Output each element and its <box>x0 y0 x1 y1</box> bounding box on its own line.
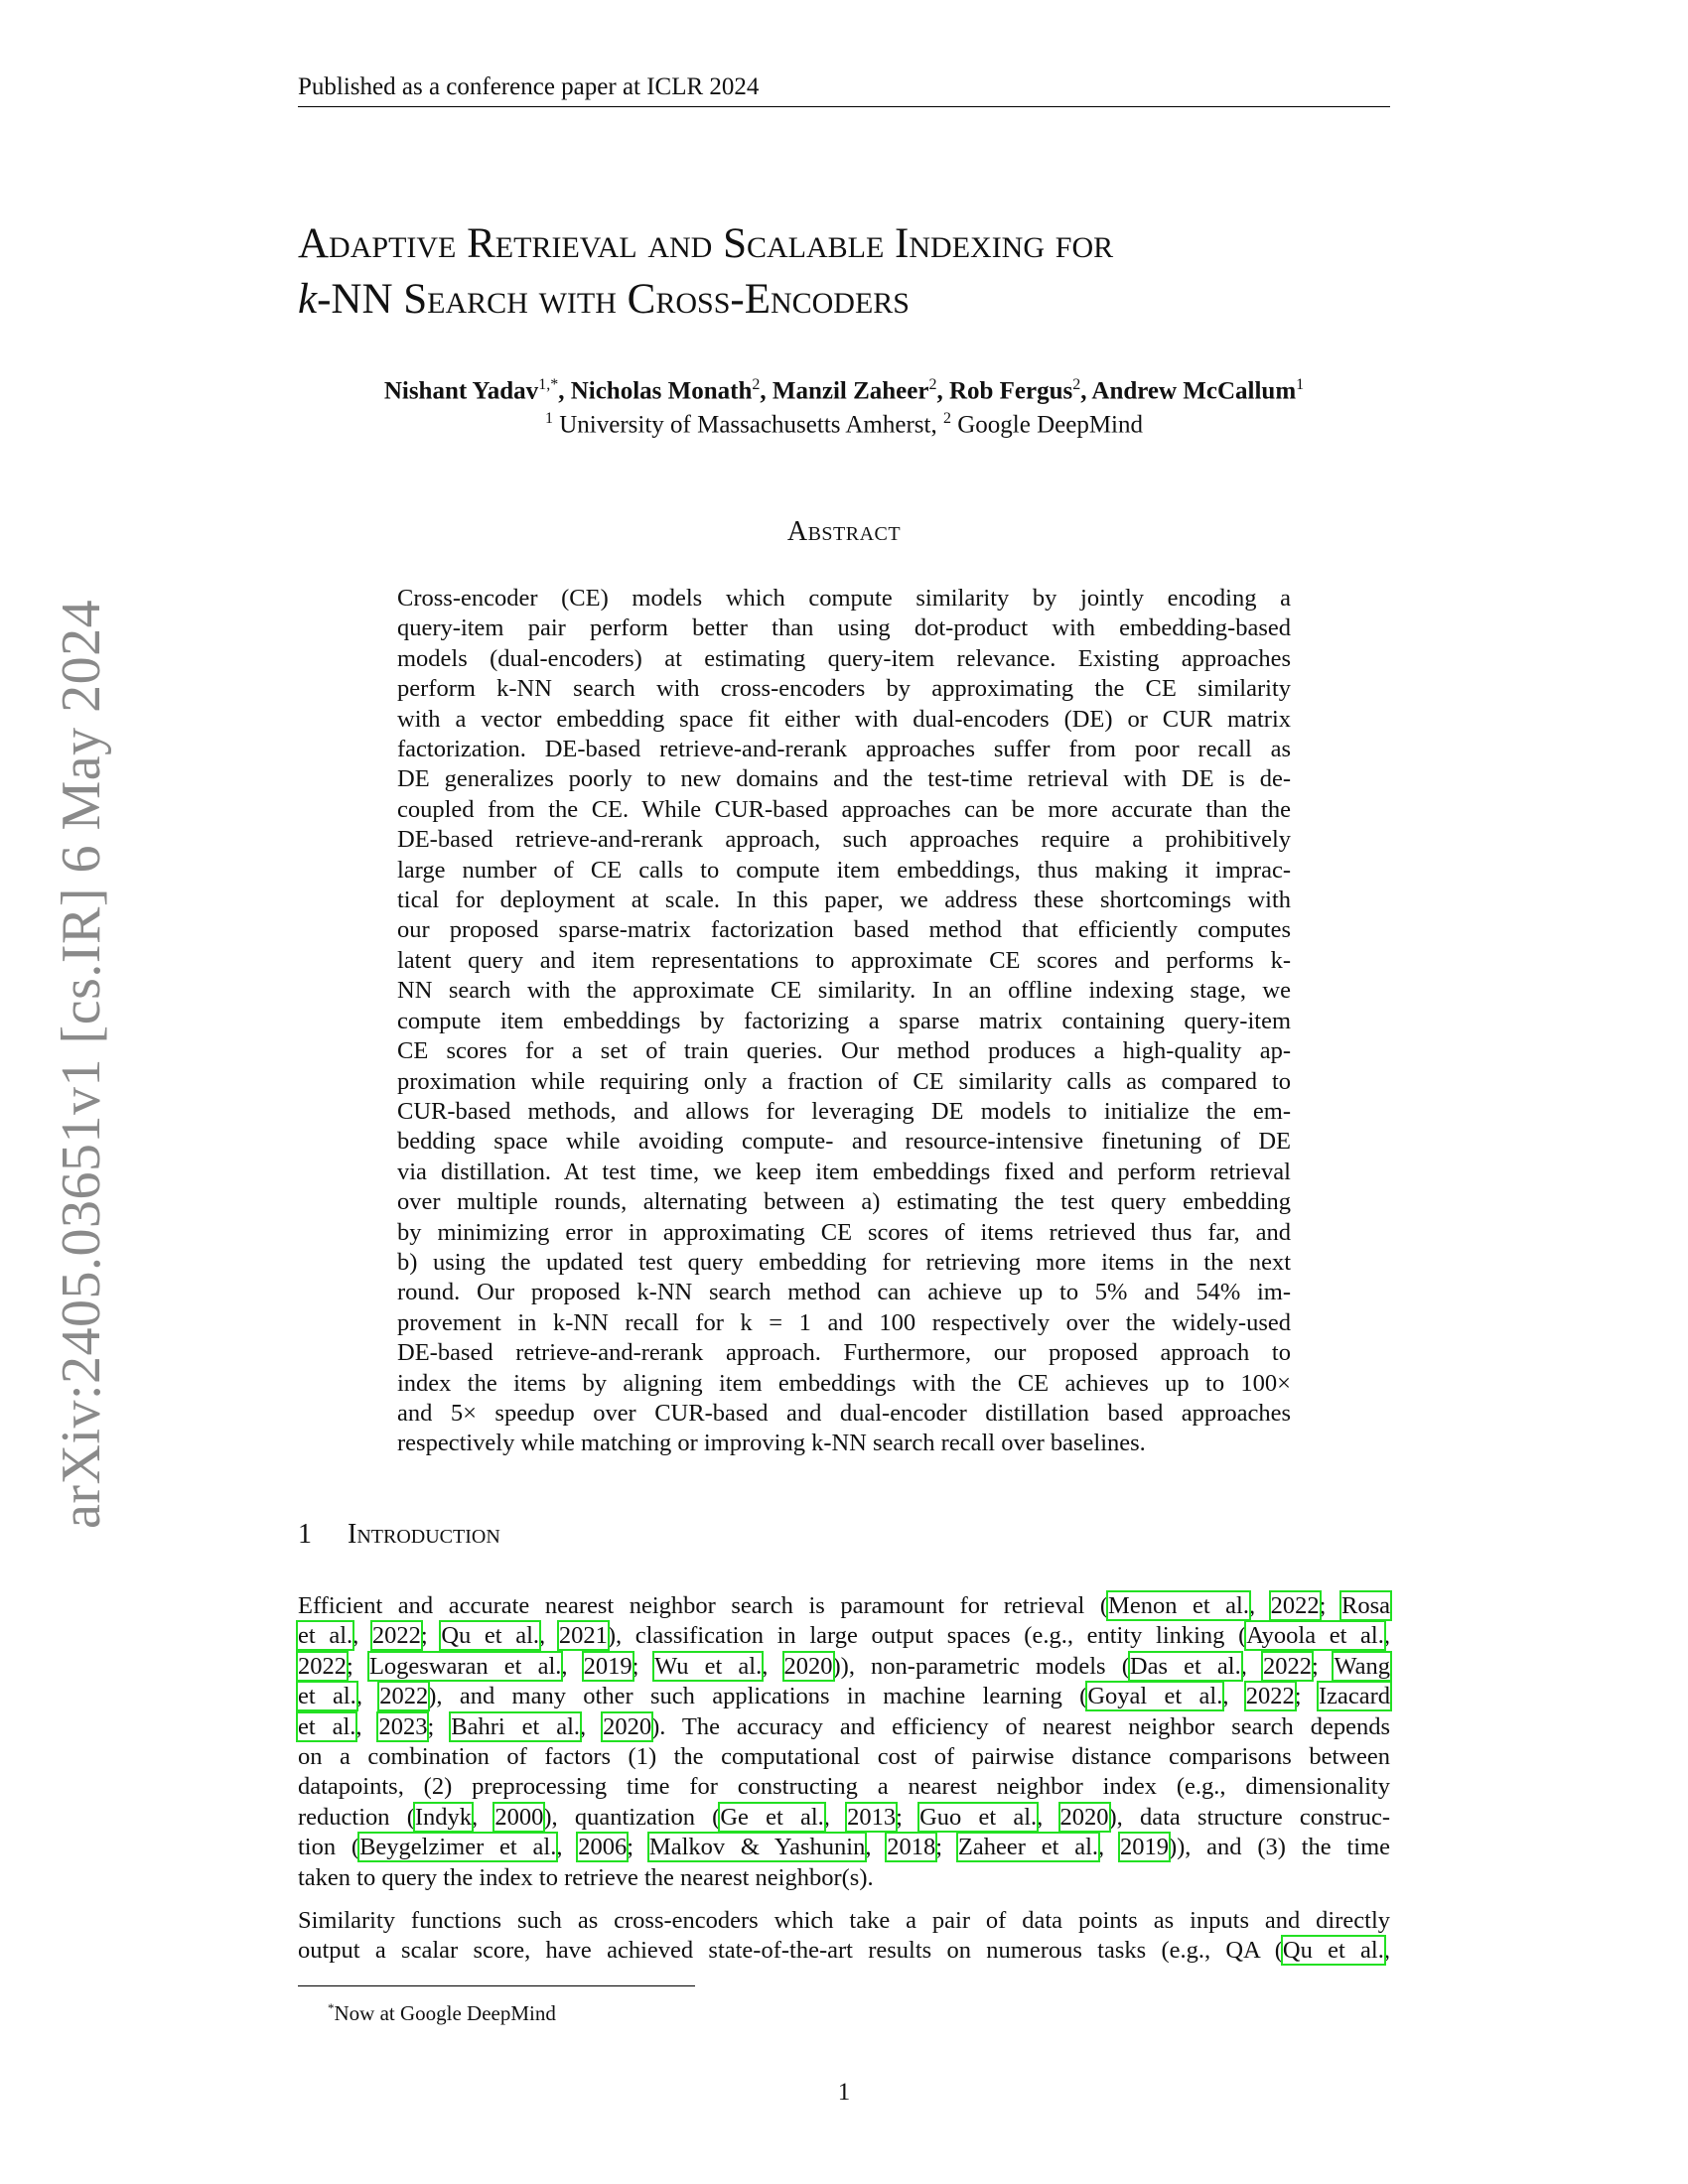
citation-link[interactable]: 2022 <box>379 1683 429 1710</box>
sep: , <box>352 1622 372 1650</box>
sep: ; <box>896 1803 920 1831</box>
citation-link[interactable]: Beygelzimer et al. <box>359 1834 557 1861</box>
section-title: Introduction <box>348 1519 500 1550</box>
citation-link[interactable]: Bahri et al. <box>451 1712 581 1740</box>
citation-link[interactable]: 2006 <box>578 1834 628 1861</box>
text-line <box>298 1712 1390 1742</box>
text-line: taken to query the index to retrieve the nearest neighbor(s). <box>298 1863 874 1891</box>
citation-link[interactable]: 2023 <box>378 1712 428 1740</box>
abstract-line: with a vector embedding space fit either with dual-encoders (DE) or CUR matrix <box>397 705 1291 733</box>
author-list: Nishant Yadav$^{1,*}$, Nicholas Monath$^2$, Manzil Zaheer$^2$, Rob Fergus$^2$, Andrew McCallum$^1$ <box>383 376 1305 405</box>
sep: , <box>762 1652 784 1680</box>
citation-link[interactable]: Qu et al. <box>1282 1937 1384 1965</box>
abstract-line: compute item embeddings by factorizing a sparse matrix containing query-item <box>397 1007 1291 1034</box>
text-line: Similarity functions such as cross-encoders which take a pair of data points as inputs and directly <box>298 1907 1390 1934</box>
affil-sup: 1 <box>544 410 553 427</box>
abstract-line: via distillation. At test time, we keep item embeddings fixed and perform retrieval <box>397 1158 1291 1185</box>
sep: , <box>1037 1803 1060 1831</box>
abstract-line: respectively while matching or improving k-NN search recall over baselines. <box>397 1430 1146 1457</box>
footnote-mark: * <box>328 2000 335 2015</box>
citation-link[interactable]: 2020 <box>603 1712 652 1740</box>
running-head: Published as a conference paper at ICLR 2024 <box>298 73 760 100</box>
title-math-k: k <box>298 276 318 323</box>
sep: , <box>355 1712 379 1740</box>
sep: ; <box>1294 1683 1319 1710</box>
sep: , <box>1240 1652 1263 1680</box>
citation-link[interactable]: Rosa <box>1341 1592 1391 1619</box>
sep: ; <box>935 1834 958 1861</box>
author: Nishant Yadav <box>383 377 539 405</box>
citation-link[interactable]: 2013 <box>847 1803 897 1831</box>
sep: , <box>561 1652 584 1680</box>
citation-link[interactable]: 2018 <box>887 1834 936 1861</box>
sep: , <box>1249 1592 1271 1619</box>
text-line <box>298 1936 1390 1966</box>
citation-link[interactable]: Ge et al. <box>720 1803 824 1831</box>
citation-link[interactable]: 2022 <box>298 1652 347 1680</box>
text-line <box>298 1682 1390 1711</box>
footnote-rule <box>298 1985 695 1986</box>
text-line: datapoints, (2) preprocessing time for constructing a nearest neighbor index (e.g., dimensionality <box>298 1773 1390 1801</box>
sep: , <box>823 1803 848 1831</box>
abstract-line: bedding space while avoiding compute- and resource-intensive finetuning of DE <box>397 1128 1291 1156</box>
section-heading-introduction <box>298 1519 500 1551</box>
abstract-line: query-item pair perform better than using dot-product with embedding-based <box>397 614 1291 642</box>
citation-link[interactable]: Indyk <box>414 1803 473 1831</box>
text-line: on a combination of factors (1) the computational cost of pairwise distance comparisons between <box>298 1743 1390 1771</box>
author-sup: 1 <box>1296 376 1305 393</box>
citation-link[interactable]: Izacard <box>1318 1683 1391 1710</box>
citation-link[interactable]: Wang <box>1334 1652 1390 1680</box>
citation-link[interactable]: Goyal et al. <box>1087 1683 1223 1710</box>
sep: ; <box>627 1834 649 1861</box>
sep: , <box>1383 1937 1390 1965</box>
section-number: 1 <box>298 1519 312 1550</box>
abstract-line: and 5× speedup over CUR-based and dual-encoder distillation based approaches <box>397 1399 1291 1427</box>
intro-paragraph-1 <box>298 1591 1390 1893</box>
abstract-line: b) using the updated test query embedding for retrieving more items in the next <box>397 1248 1291 1276</box>
title-line-1: Adaptive Retrieval and Scalable Indexing for <box>298 220 1114 267</box>
abstract-line: index the items by aligning item embeddings with the CE achieves up to 100× <box>397 1369 1291 1397</box>
sep: ; <box>420 1622 442 1650</box>
author: Rob Fergus <box>948 377 1073 405</box>
abstract-line: NN search with the approximate CE similarity. In an offline indexing stage, we <box>397 977 1291 1005</box>
citation-link[interactable]: et al. <box>298 1683 356 1710</box>
sep: , <box>865 1834 888 1861</box>
abstract-line: Cross-encoder (CE) models which compute similarity by jointly encoding a <box>397 585 1291 612</box>
citation-link[interactable]: Ayoola et al. <box>1246 1622 1384 1650</box>
footnote-text: Now at Google DeepMind <box>334 2001 556 2025</box>
sep: , <box>556 1834 579 1861</box>
text: reduction ( <box>298 1803 415 1831</box>
affiliation: University of Massachusetts Amherst, <box>559 411 937 439</box>
citation-link[interactable]: 2022 <box>1270 1592 1320 1619</box>
abstract-line: CUR-based methods, and allows for leveraging DE models to initialize the em- <box>397 1097 1291 1125</box>
abstract-line: provement in k-NN recall for k = 1 and 100 respectively over the widely-used <box>397 1308 1291 1336</box>
citation-link[interactable]: 2020 <box>1059 1803 1109 1831</box>
text: ), quantization ( <box>543 1803 721 1831</box>
citation-link[interactable]: Guo et al. <box>919 1803 1038 1831</box>
citation-link[interactable]: Logeswaran et al. <box>368 1652 562 1680</box>
header-rule <box>298 106 1390 107</box>
text: output a scalar score, have achieved state-of-the-art results on numerous tasks (e.g., QA ( <box>298 1937 1283 1965</box>
author-sup: 2 <box>752 376 761 393</box>
citation-link[interactable]: Wu et al. <box>654 1652 763 1680</box>
author-sup: 1,* <box>538 376 559 393</box>
sep: , <box>1098 1834 1120 1861</box>
abstract-line: DE generalizes poorly to new domains and the test-time retrieval with DE is de- <box>397 765 1291 793</box>
text: )), non-parametric models ( <box>832 1652 1130 1680</box>
citation-link[interactable]: et al. <box>298 1712 356 1740</box>
citation-link[interactable]: 2022 <box>1262 1652 1312 1680</box>
text: ), data structure construc- <box>1108 1803 1391 1831</box>
sep: ; <box>1319 1592 1342 1619</box>
citation-link[interactable]: 2000 <box>494 1803 544 1831</box>
title-line-2: -NN Search with Cross-Encoders <box>317 276 910 323</box>
sep: , <box>1383 1622 1390 1650</box>
sep: ; <box>347 1652 369 1680</box>
abstract-line: factorization. DE-based retrieve-and-rerank approaches suffer from poor recall as <box>397 736 1291 763</box>
sep: , <box>355 1683 380 1710</box>
citation-link[interactable]: Zaheer et al. <box>957 1834 1098 1861</box>
text: tion ( <box>298 1834 360 1861</box>
affil-sup: 2 <box>942 410 951 427</box>
arxiv-stamp: arXiv:2405.03651v1 [cs.IR] 6 May 2024 <box>51 599 112 1529</box>
author-sup: 2 <box>928 376 937 393</box>
abstract-line: round. Our proposed k-NN search method can achieve up to 5% and 54% im- <box>397 1279 1291 1306</box>
text-line <box>298 1591 1390 1621</box>
citation-link[interactable]: Menon et al. <box>1108 1592 1249 1619</box>
abstract-line: by minimizing error in approximating CE scores of items retrieved thus far, and <box>397 1218 1291 1246</box>
abstract-line: latent query and item representations to approximate CE scores and performs k- <box>397 946 1291 974</box>
citation-link[interactable]: Malkov & Yashunin <box>648 1834 866 1861</box>
text-line <box>298 1652 1390 1682</box>
abstract-line: perform k-NN search with cross-encoders by approximating the CE similarity <box>397 675 1291 703</box>
citation-link[interactable]: 2019 <box>583 1652 633 1680</box>
abstract-line: models (dual-encoders) at estimating query-item relevance. Existing approaches <box>397 644 1291 672</box>
abstract-line: DE-based retrieve-and-rerank approach, such approaches require a prohibitively <box>397 826 1291 854</box>
author: Andrew McCallum <box>1091 377 1297 405</box>
citation-link[interactable]: 2021 <box>558 1622 608 1650</box>
sep: , <box>1222 1683 1246 1710</box>
text: ), and many other such applications in machine learning ( <box>428 1683 1088 1710</box>
footnote <box>328 1995 556 2026</box>
text: Efficient and accurate nearest neighbor search is paramount for retrieval ( <box>298 1592 1109 1619</box>
abstract-heading: Abstract <box>786 516 902 547</box>
sep: ; <box>632 1652 655 1680</box>
citation-link[interactable]: 2020 <box>783 1652 833 1680</box>
abstract-line: our proposed sparse-matrix factorization based method that efficiently computes <box>397 916 1291 944</box>
citation-link[interactable]: 2022 <box>371 1622 421 1650</box>
page-number: 1 <box>837 2079 851 2106</box>
abstract-line: DE-based retrieve-and-rerank approach. Furthermore, our proposed approach to <box>397 1339 1291 1367</box>
abstract-body <box>397 584 1291 1459</box>
sep: ; <box>427 1712 452 1740</box>
sep: , <box>539 1622 559 1650</box>
author-sup: 2 <box>1072 376 1081 393</box>
affiliation: Google DeepMind <box>957 411 1144 439</box>
abstract-line: proximation while requiring only a fraction of CE similarity calls as compared to <box>397 1067 1291 1095</box>
abstract-line: over multiple rounds, alternating between a) estimating the test query embedding <box>397 1188 1291 1216</box>
citation-link[interactable]: Qu et al. <box>441 1622 540 1650</box>
abstract-line: large number of CE calls to compute item embeddings, thus making it imprac- <box>397 856 1291 884</box>
author: Manzil Zaheer <box>772 377 929 405</box>
sep: , <box>580 1712 604 1740</box>
citation-link[interactable]: 2022 <box>1245 1683 1295 1710</box>
text-line <box>298 1621 1390 1651</box>
paper-title <box>298 216 1440 328</box>
abstract-line: CE scores for a set of train queries. Our method produces a high-quality ap- <box>397 1037 1291 1065</box>
intro-paragraph-2 <box>298 1906 1390 1967</box>
author: Nicholas Monath <box>570 377 753 405</box>
citation-link[interactable]: 2019 <box>1119 1834 1169 1861</box>
sep: ; <box>1311 1652 1335 1680</box>
text-line <box>298 1803 1390 1833</box>
citation-link[interactable]: Das et al. <box>1129 1652 1241 1680</box>
text: ), classification in large output spaces (e.g., entity linking ( <box>607 1622 1247 1650</box>
text-line <box>298 1833 1390 1862</box>
text: )), and (3) the time <box>1168 1834 1391 1861</box>
sep: , <box>472 1803 495 1831</box>
abstract-line: tical for deployment at scale. In this paper, we address these shortcomings with <box>397 887 1291 914</box>
abstract-line: coupled from the CE. While CUR-based approaches can be more accurate than the <box>397 795 1291 823</box>
text: ). The accuracy and efficiency of nearest neighbor search depends <box>651 1712 1391 1740</box>
citation-link[interactable]: et al. <box>298 1622 353 1650</box>
affiliations <box>298 403 1390 441</box>
